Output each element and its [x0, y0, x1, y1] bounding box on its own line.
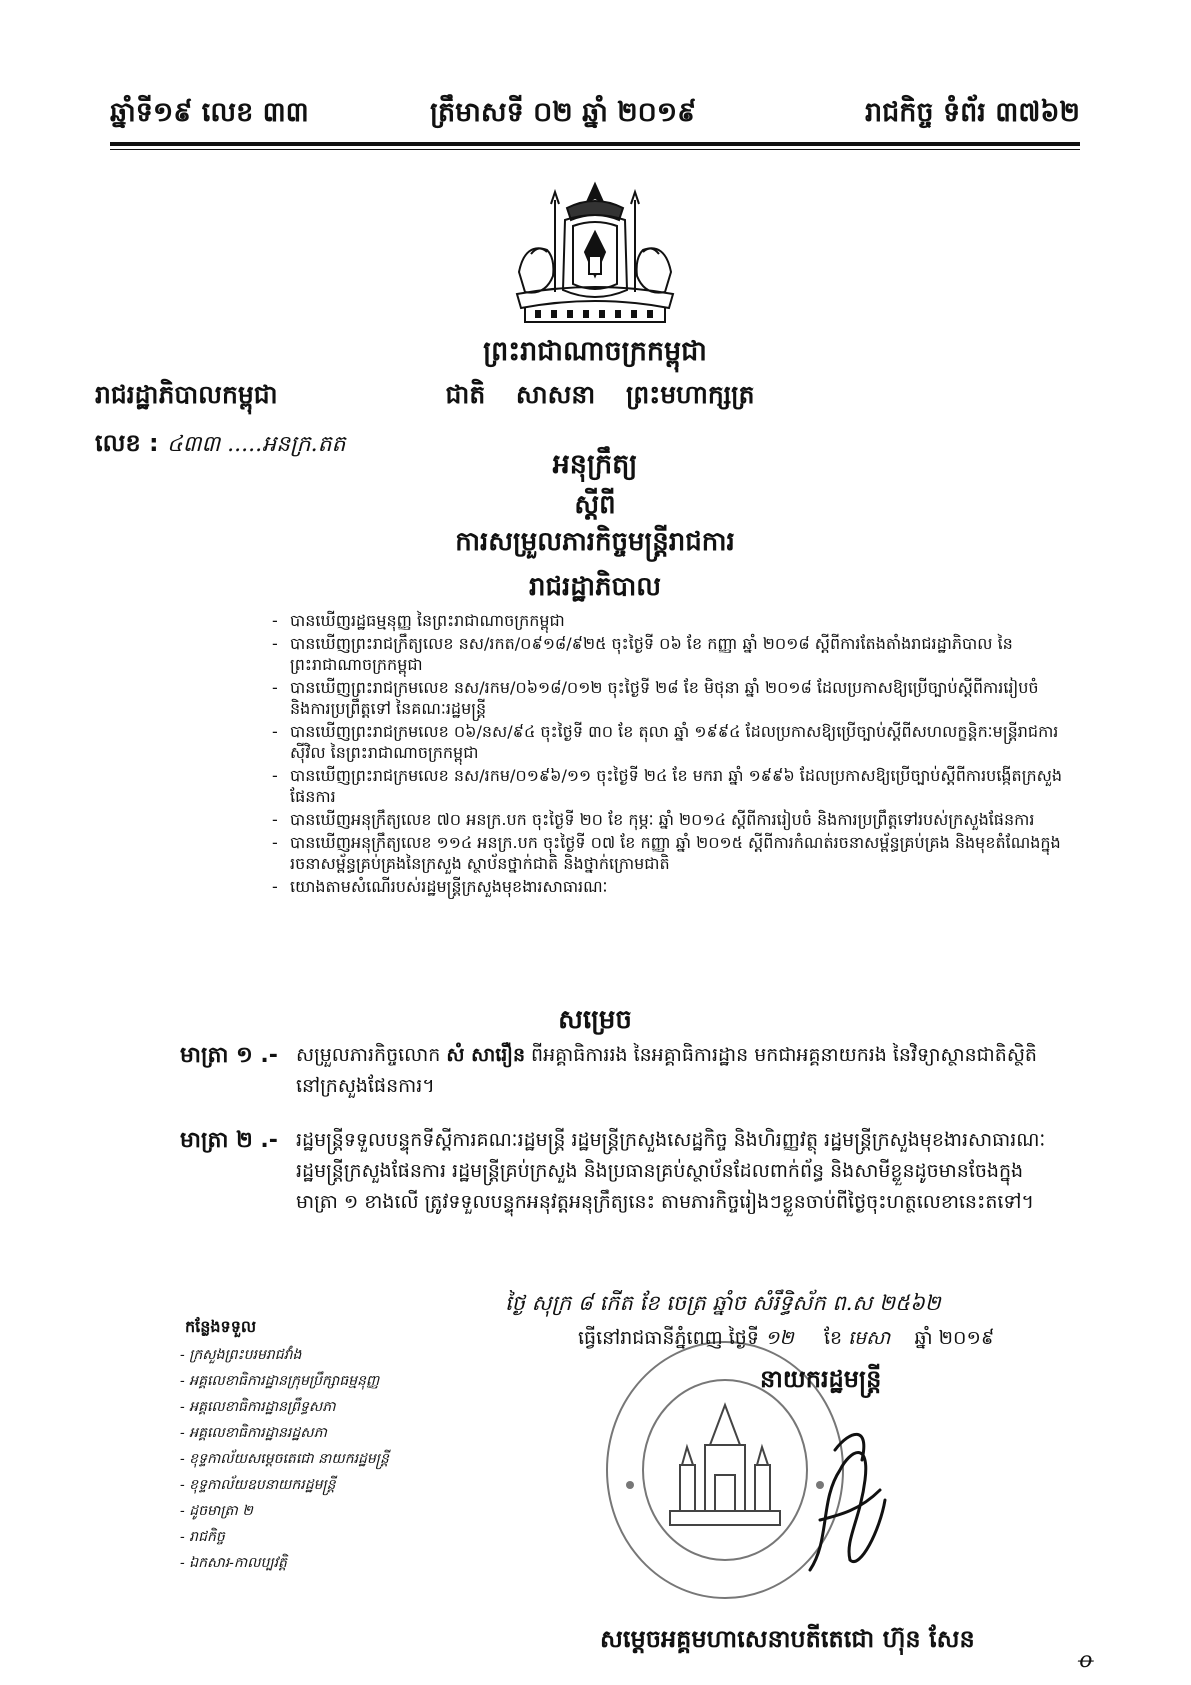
article-2-body: រដ្ឋមន្ត្រីទទួលបន្ទុកទីស្តីការគណៈរដ្ឋមន្ត្រី រដ្ឋមន្ត្រីក្រសួងសេដ្ឋកិច្ច និងហិរញ្ញវត្ថុ រដ្ឋមន្ត្រីក្រសួងមុខងារសាធារណៈ រដ្ឋមន្ត្រីក្រសួងផែនការ រដ្ឋមន្ត្រីគ្រប់ក្រសួង និងប្រធានគ្រប់ស្ថាប័នដែលពាក់ព័ន្ធ និងសាមីខ្លួនដូចមានចែងក្នុងមាត្រា ១ ខាងលើ ត្រូវទទួលបន្ទុកអនុវត្តអនុក្រឹត្យនេះ តាមភារកិច្ចរៀងៗខ្លួនចាប់ពីថ្ងៃចុះហត្ថលេខានេះតទៅ។ — [296, 1129, 1046, 1213]
issuer-heading: រាជរដ្ឋាភិបាល — [528, 572, 662, 602]
signatory-name: សម្តេចអគ្គមហាសេនាបតីតេជោ ហ៊ុន សែន — [600, 1625, 975, 1653]
recipient-item: - អគ្គលេខាធិការដ្ឋានព្រឹទ្ធសភា — [180, 1399, 336, 1415]
gazette-page-number: រាជកិច្ច ទំព័រ ៣៧៦២ — [865, 97, 1080, 128]
document-subject: ការសម្រួលភារកិច្ចមន្ត្រីរាជការ — [455, 527, 735, 557]
year-label: ឆ្នាំ — [914, 1327, 933, 1349]
article-1-label: មាត្រា ១ .- — [180, 1043, 278, 1068]
header-divider-thin — [110, 149, 1080, 150]
recipients-list — [180, 1342, 389, 1576]
month-label: ខែ — [823, 1327, 843, 1349]
recipient-item: - អគ្គលេខាធិការដ្ឋានរដ្ឋសភា — [180, 1425, 327, 1441]
recipient-item: - រាជកិច្ច — [180, 1529, 225, 1545]
recipients-heading: កន្លែងទទួល — [185, 1317, 257, 1336]
preamble-item: - បានឃើញអនុក្រឹត្យលេខ ៧០ អនក្រ.បក ចុះថ្ងៃទី ២០ ខែ កុម្ភៈ ឆ្នាំ ២០១៤ ស្តីពីការរៀបចំ និងការប្រព្រឹត្តទៅរបស់ក្រសួងផែនការ — [272, 809, 1062, 830]
article-1-body — [296, 1040, 1060, 1102]
signing-place-date — [578, 1326, 994, 1354]
preamble-item: - បានឃើញព្រះរាជក្រមលេខ នស/រកម/០៦១៨/០១២ ចុះថ្ងៃទី ២៨ ខែ មិថុនា ឆ្នាំ ២០១៨ ដែលប្រកាសឱ្យប្រើច្បាប់ស្តីពីការរៀបចំ និងការប្រព្រឹត្តទៅ នៃគណៈរដ្ឋមន្ត្រី — [272, 677, 1062, 719]
signing-month: មេសា — [848, 1327, 891, 1349]
reference-number: ៤៣៣ .....អនក្រ.តត — [167, 432, 346, 457]
preamble-item: - បានឃើញព្រះរាជក្រមលេខ នស/រកម/០១៩៦/១១ ចុះថ្ងៃទី ២៤ ខែ មករា ឆ្នាំ ១៩៩៦ ដែលប្រកាសឱ្យប្រើច្បាប់ស្តីពីការបង្កើតក្រសួងផែនការ — [272, 765, 1062, 807]
national-motto: ជាតិ សាសនា ព្រះមហាក្សត្រ — [445, 380, 755, 409]
article-1 — [180, 1040, 1060, 1102]
signing-year: ២០១៩ — [938, 1327, 995, 1349]
recipient-item: - ខុទ្ទកាល័យសម្តេចតេជោ នាយករដ្ឋមន្ត្រី — [180, 1451, 389, 1467]
header-divider — [110, 142, 1080, 146]
handwritten-signature-icon — [790, 1420, 900, 1580]
gazette-header — [110, 92, 1080, 142]
royal-arms-emblem-icon — [495, 180, 695, 330]
gazette-date: ត្រឹមាសទី ០២ ឆ្នាំ ២០១៩ — [430, 97, 697, 128]
article-1-text-pre: សម្រួលភារកិច្ចលោក — [296, 1044, 447, 1066]
preamble-item: - បានឃើញអនុក្រឹត្យលេខ ១១៤ អនក្រ.បក ចុះថ្ងៃទី ០៧ ខែ កញ្ញា ឆ្នាំ ២០១៥ ស្តីពីការកំណត់រចនាសម្ព័ន្ធគ្រប់គ្រង និងមុខតំណែងក្នុងរចនាសម្ព័ន្ធគ្រប់គ្រងនៃក្រសួង ស្ថាប័នថ្នាក់ជាតិ និងថ្នាក់ក្រោមជាតិ — [272, 832, 1062, 874]
preamble-item: - បានឃើញរដ្ឋធម្មនុញ្ញ នៃព្រះរាជាណាចក្រកម្ពុជា — [272, 610, 1062, 631]
preamble-item: - បានឃើញព្រះរាជក្រឹត្យលេខ នស/រកត/០៩១៨/៩២៥ ចុះថ្ងៃទី ០៦ ខែ កញ្ញា ឆ្នាំ ២០១៨ ស្តីពីការតែងតាំងរាជរដ្ឋាភិបាល នៃព្រះរាជាណាចក្រកម្ពុជា — [272, 633, 1062, 675]
recipient-item: - ក្រសួងព្រះបរមរាជវាំង — [180, 1347, 302, 1363]
reference-label: លេខ : — [95, 429, 159, 457]
preamble-item: - បានឃើញព្រះរាជក្រមលេខ ០៦/នស/៩៤ ចុះថ្ងៃទី ៣០ ខែ តុលា ឆ្នាំ ១៩៩៤ ដែលប្រកាសឱ្យប្រើច្បាប់ស្តីពីសហលក្ខន្តិកៈមន្ត្រីរាជការស៊ីវិល នៃព្រះរាជាណាចក្រកម្ពុជា — [272, 721, 1062, 763]
article-2-label: មាត្រា ២ .- — [180, 1128, 278, 1153]
kingdom-title: ព្រះរាជាណាចក្រកម្ពុជា — [483, 336, 707, 367]
signing-day: ១២ — [764, 1327, 794, 1349]
appointee-name: សំ សារឿន — [446, 1044, 526, 1066]
decision-heading: សម្រេច — [558, 1005, 632, 1035]
document-about: ស្តីពី — [574, 490, 616, 520]
preamble-list — [272, 610, 1062, 899]
handwritten-page-mark: ꝋ — [1078, 1648, 1094, 1673]
prime-minister-title: នាយករដ្ឋមន្ត្រី — [760, 1365, 882, 1393]
recipient-item: - ខុទ្ទកាល័យឧបនាយករដ្ឋមន្ត្រី — [180, 1477, 336, 1493]
article-2 — [180, 1125, 1060, 1218]
reference-number-line — [95, 428, 346, 463]
recipient-item: - ដូចមាត្រា ២ — [180, 1503, 253, 1519]
article-1-text-post: ពីអគ្គាធិការរង នៃអគ្គាធិការដ្ឋាន មកជាអគ្គនាយករង នៃវិទ្យាស្ថានជាតិស្ថិតិ នៅក្រសួងផែនការ។ — [296, 1044, 1037, 1097]
recipient-item: - អគ្គលេខាធិការដ្ឋានក្រុមប្រឹក្សាធម្មនុញ្ញ — [180, 1373, 380, 1389]
signing-place-prefix: ធ្វើនៅរាជធានីភ្នំពេញ ថ្ងៃទី — [578, 1327, 759, 1349]
lunar-date: ថ្ងៃ សុក្រ ៨ កើត ខែ ចេត្រ ឆ្នាំច សំរឹទ្ធិស័ក ព.ស ២៥៦២ — [505, 1291, 941, 1315]
gazette-volume-issue: ឆ្នាំទី១៩ លេខ ៣៣ — [110, 97, 309, 128]
preamble-item: - យោងតាមសំណើរបស់រដ្ឋមន្ត្រីក្រសួងមុខងារសាធារណៈ — [272, 876, 1062, 897]
recipient-item: - ឯកសារ-កាលប្បវត្តិ — [180, 1555, 287, 1571]
document-type: អនុក្រឹត្យ — [552, 449, 638, 480]
royal-government-heading: រាជរដ្ឋាភិបាលកម្ពុជា — [95, 380, 278, 409]
